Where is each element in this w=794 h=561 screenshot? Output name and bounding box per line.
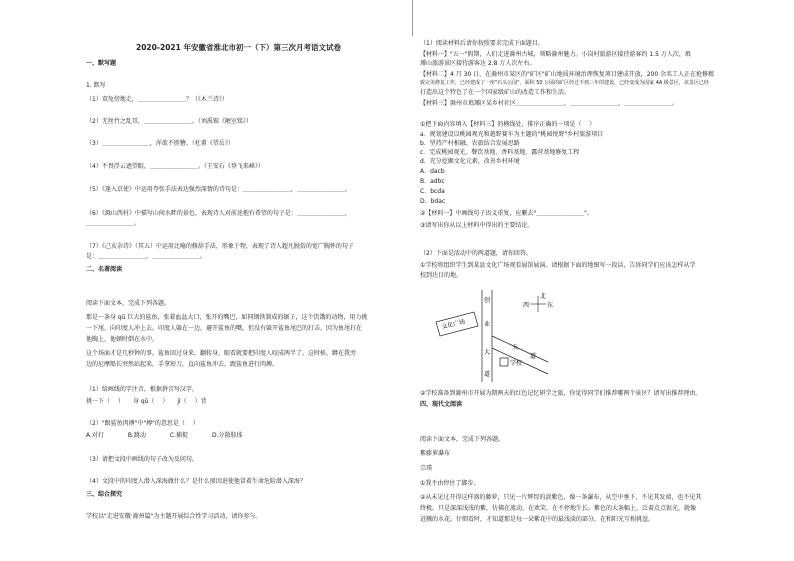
compass-north: 北 <box>540 293 547 300</box>
compass-west: 西 <box>523 302 530 309</box>
fill-item: （1）双兔傍地走，＿＿＿＿＿＿＿＿？（《木兰诗》） <box>86 96 228 103</box>
answer-option: A．dacb <box>420 168 445 175</box>
question: （2）下面是活动中的两道题，请你回答。 <box>420 250 532 257</box>
material-line: 【材料一】"五一"假期，人们走进滁州古城，领略滁州魅力。小岗村旅游区接待游客约 1.5 万人次，琅 <box>420 51 691 58</box>
road-label: 道 <box>530 353 537 360</box>
exam-title: 2020-2021 年安徽省淮北市初一（下）第三次月考语文试卷 <box>136 43 341 52</box>
fill-item: （4）不畏浮云遮望眼，＿＿＿＿＿＿＿＿。（王安石《登飞来峰》） <box>86 163 264 170</box>
paragraph: ①我不由停住了脚步。 <box>420 480 480 487</box>
material-line: 【材料三】滁州市琅琊区某乡村社区＿＿＿＿＿＿＿＿，＿＿＿＿＿＿＿＿，＿＿＿＿＿＿＿＿。 <box>420 100 679 107</box>
question: （1）给画线的字注音，根据拼音写汉字。 <box>86 386 198 393</box>
section-intro: 学校以"走进安徽·滁州篇"为主题开展综合性学习活动，请你参与。 <box>86 513 262 520</box>
route-map <box>430 286 580 384</box>
fill-item: （2）无丝竹之乱耳，＿＿＿＿＿＿＿＿。（刘禹锡《陋室铭》） <box>86 118 252 125</box>
paragraph: 终极。只是深深浅浅的紫，仿佛在流动，在欢笑，在不停地生长。紫色的大条幅上，泛着点点银光，就像 <box>420 505 697 512</box>
material-line: 琊山旅游景区接待游客达 2.8 万人次左右。 <box>420 60 536 67</box>
reading-intro: 阅读下面文本，完成下列各题。 <box>420 436 505 443</box>
option: d．充分挖掘文化元素，改善乡村环境 <box>420 158 520 165</box>
column-divider <box>412 0 413 36</box>
article-author: 宗璞 <box>420 465 433 472</box>
question: （3）请把文段中画线的句子改为反问句。 <box>86 456 198 463</box>
answer-option: D．bdac <box>420 198 446 205</box>
school-shape <box>500 358 508 366</box>
passage-line: 边的尼摩船长突然站起来，手拿短刀，直向鲨鱼冲去，跟鲨鱼进行肉搏。 <box>86 361 279 368</box>
fill-item: 是：＿＿＿＿＿＿＿＿，＿＿＿＿＿＿＿＿。 <box>86 253 207 260</box>
question: ①学校将组织学生到某县文化广场观看展馆展演。请根据下面的地图写一段话，告诉同学们应该怎样从学 <box>420 262 696 269</box>
road-label: 天 <box>512 344 519 351</box>
passage-line: 这个场面才是几秒钟的事，鲨鱼回过身来，翻转身，眼看就要把印度人咬成两半了。这时候，蹲在我旁 <box>86 350 357 357</box>
paragraph: ②从未见过开得这样盛的藤萝，只见一片辉煌的淡紫色，像一条瀑布，从空中垂下，不见其发端，也不见其 <box>420 494 702 501</box>
question: ③请写出你从以上材料中得出的主要结论。 <box>420 222 534 229</box>
article-title: 紫藤萝瀑布 <box>420 450 451 457</box>
section-heading: 三、综合探究 <box>86 491 123 498</box>
road-label: 道 <box>484 371 491 378</box>
question-number: 1. 默写 <box>86 82 106 89</box>
answer-option: C．bcda <box>420 188 445 195</box>
section-heading: 一、默写题 <box>86 60 117 67</box>
question: 校到达目的地。 <box>420 272 463 279</box>
material-line: 【材料二】4 月 30 日，在滁州市某区的"矿区"矿山地质环境治理恢复项目建成开放，200 余名工人正在抢修精 <box>420 71 715 78</box>
question: （2）"跟鲨鱼肉搏"中"搏"的意思是（ ） <box>86 420 199 427</box>
reading-intro: 阅读下面文本，完成下列各题。 <box>86 300 171 307</box>
question: ①把下面内容填入【材料三】的横线处，排序正确的一项是（ ） <box>420 121 596 128</box>
answer-option: B．adbc <box>420 178 445 185</box>
question: ②学校准备到滁州市开展为期两天的红色记忆研学之旅，你觉得同学们推荐哪两个景区？请写出推荐理由。 <box>420 390 702 397</box>
material-line: 打造出这个特色了在一个国家级矿山的改造工作和生活。 <box>420 89 571 96</box>
fill-item: （5）《逢入京使》中运用夸张手法表达强烈深情的诗句是：＿＿＿＿＿＿＿＿，＿＿＿＿＿＿＿＿。 <box>86 186 351 193</box>
question: （4）文段中的印度人潜入深海做什么？是什么原因迫使他冒着生命危险潜入深海？ <box>86 478 306 485</box>
option: b．坚持产村相融、农旅结合发展思路 <box>420 140 520 147</box>
section-heading: 四、现代文阅读 <box>420 401 463 408</box>
paragraph: 迸溅的水花。仔细看时，才知道那是每一朵紫花中的最浅淡的部分，在和阳光互相挑逗。 <box>420 516 655 523</box>
plaza-label: 文化广场 <box>440 318 466 331</box>
passage-line: 那是一条身 qū 巨大的鲨鱼，张着血盆大口，张开的嘴巴，如同钢铁制成的锯子，这个饥饿的动物，用力挑 <box>86 314 368 321</box>
question: 挑一下（ ） 身 qū（ ） jì（ ）背 <box>86 398 207 405</box>
road-label: 创 <box>484 297 491 304</box>
passage-line: 一下尾，向印度人冲上去。印度人躲在一边，避开鲨鱼的嘴，但没有躲开鲨鱼尾巴的打击，因为鱼尾打在 <box>86 325 363 332</box>
fill-item: （6）《滁山西村》中描写山间水畔的景色，表现诗人对前途抱有希望的句子是：＿＿＿＿＿＿＿＿， <box>86 210 351 217</box>
option: a．规划建设以桃园观光和越野赛车为主题的"桃园悦野"乡村旅游项目 <box>420 131 604 138</box>
compass-east: 东 <box>547 302 554 309</box>
question: ②【材料一】中画线句子语义重复，应删去"＿＿＿＿＿＿＿＿"。 <box>420 210 593 217</box>
option: c．完成桃园观光、餐饮基地、香料基地、露营基地修复工程 <box>420 149 580 156</box>
fill-item: ＿＿＿＿＿＿＿＿。 <box>86 220 141 227</box>
fill-item: （3）＿＿＿＿＿＿＿＿，浑欲不胜簪。（杜甫《望岳》） <box>86 140 234 147</box>
section-heading: 二、名著阅读 <box>86 266 123 273</box>
fill-item: （7）《己亥杂诗》（其五）中运用比喻的修辞手法，形象于物，表现了诗人超凡脱俗的宽广胸怀的句子 <box>86 243 354 250</box>
question: （1）阅读材料后请你按照要求完成下面题目。 <box>420 40 544 47</box>
road-label: 大 <box>484 349 491 356</box>
material-line: 致完美修复工作，已经建成了一座"石头公园"，面积 50 公顷的矿区经过不到三年的建设，已经变成为国家 4A 级景区，该景区已经 <box>420 80 709 86</box>
question-options: A.对打 B.跳动 C.捕捉 D.分散肢体 <box>86 432 243 439</box>
road-label: 业 <box>484 321 491 328</box>
passage-line: 他胸上，他顿时倒在水中。 <box>86 336 159 343</box>
school-label: 学校 <box>510 360 523 367</box>
